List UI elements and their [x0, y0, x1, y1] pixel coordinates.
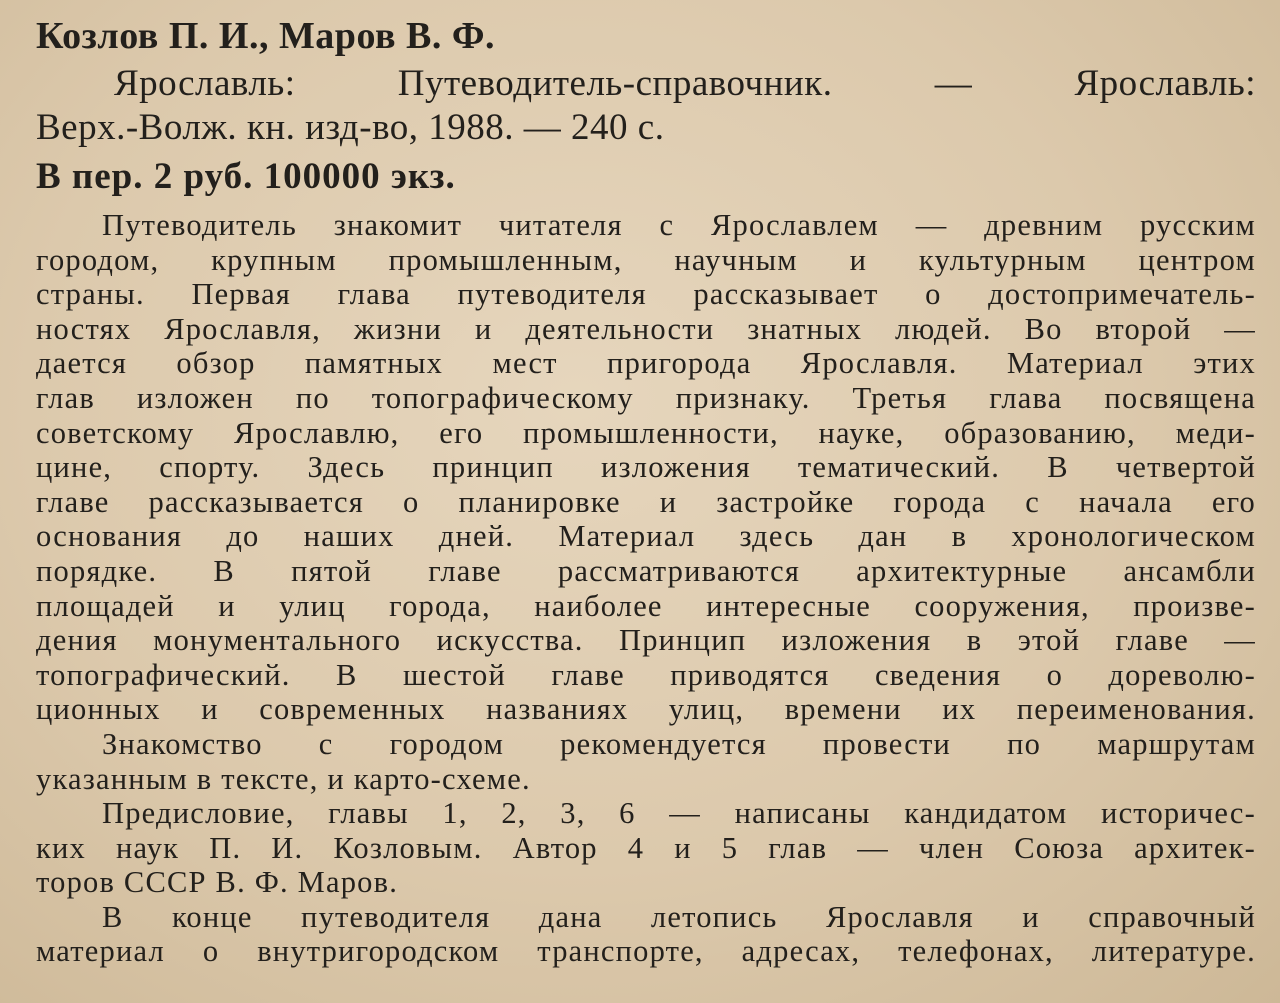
text-line: Предисловие, главы 1, 2, 3, 6 — написаны кандидатом историчес-	[102, 796, 1256, 831]
text-line: главе рассказывается о планировке и застройке города с начала его	[36, 484, 1256, 519]
text-line: городом, крупным промышленным, научным и культурным центром	[36, 242, 1256, 277]
bibliographic-line: Верх.-Волж. кн. изд-во, 1988. — 240 с.	[36, 107, 665, 148]
text-line: площадей и улиц города, наиболее интересные сооружения, произве-	[36, 588, 1256, 623]
text-line: В конце путеводителя дана летопись Ярославля и справочный	[102, 899, 1256, 934]
text-line: материал о внутригородском транспорте, адресах, телефонах, литературе.	[36, 934, 1256, 969]
text-line: топографический. В шестой главе приводятся сведения о дореволю-	[36, 657, 1256, 692]
annotation-paragraph	[36, 208, 1256, 727]
text-line: Знакомство с городом рекомендуется провести по маршрутам	[102, 726, 1256, 761]
text-line: ционных и современных названиях улиц, времени их переименования.	[36, 692, 1256, 727]
bibliographic-record	[36, 62, 1256, 150]
authors-heading: Козлов П. И., Маров В. Ф.	[36, 15, 495, 57]
text-line: указанным в тексте, и карто-схеме.	[36, 761, 531, 796]
text-line: Путеводитель знакомит читателя с Ярославлем — древним русским	[102, 208, 1256, 242]
text-line: торов СССР В. Ф. Маров.	[36, 865, 399, 900]
annotation-paragraph	[36, 727, 1256, 796]
annotation-paragraph	[36, 900, 1256, 969]
text-line: советскому Ярославлю, его промышленности, науке, образованию, меди-	[36, 415, 1256, 450]
price-and-print-run: В пер. 2 руб. 100000 экз.	[36, 156, 456, 197]
text-line: глав изложен по топографическому признаку. Третья глава посвящена	[36, 380, 1256, 415]
annotation-paragraph	[36, 796, 1256, 900]
text-line: ких наук П. И. Козловым. Автор 4 и 5 глав — член Союза архитек-	[36, 830, 1256, 865]
text-line: дения монументального искусства. Принцип изложения в этой главе —	[36, 623, 1256, 658]
text-line: порядке. В пятой главе рассматриваются архитектурные ансамбли	[36, 553, 1256, 588]
text-line: основания до наших дней. Материал здесь дан в хронологическом	[36, 519, 1256, 554]
text-line: дается обзор памятных мест пригорода Ярославля. Материал этих	[36, 346, 1256, 381]
text-line: цине, спорту. Здесь принцип изложения тематический. В четвертой	[36, 450, 1256, 485]
text-line: страны. Первая глава путеводителя рассказывает о достопримечатель-	[36, 277, 1256, 312]
text-line: ностях Ярославля, жизни и деятельности знатных людей. Во второй —	[36, 311, 1256, 346]
bibliographic-line: Ярославль: Путеводитель-справочник. — Ярославль:	[114, 63, 1256, 104]
annotation-body	[36, 208, 1256, 969]
